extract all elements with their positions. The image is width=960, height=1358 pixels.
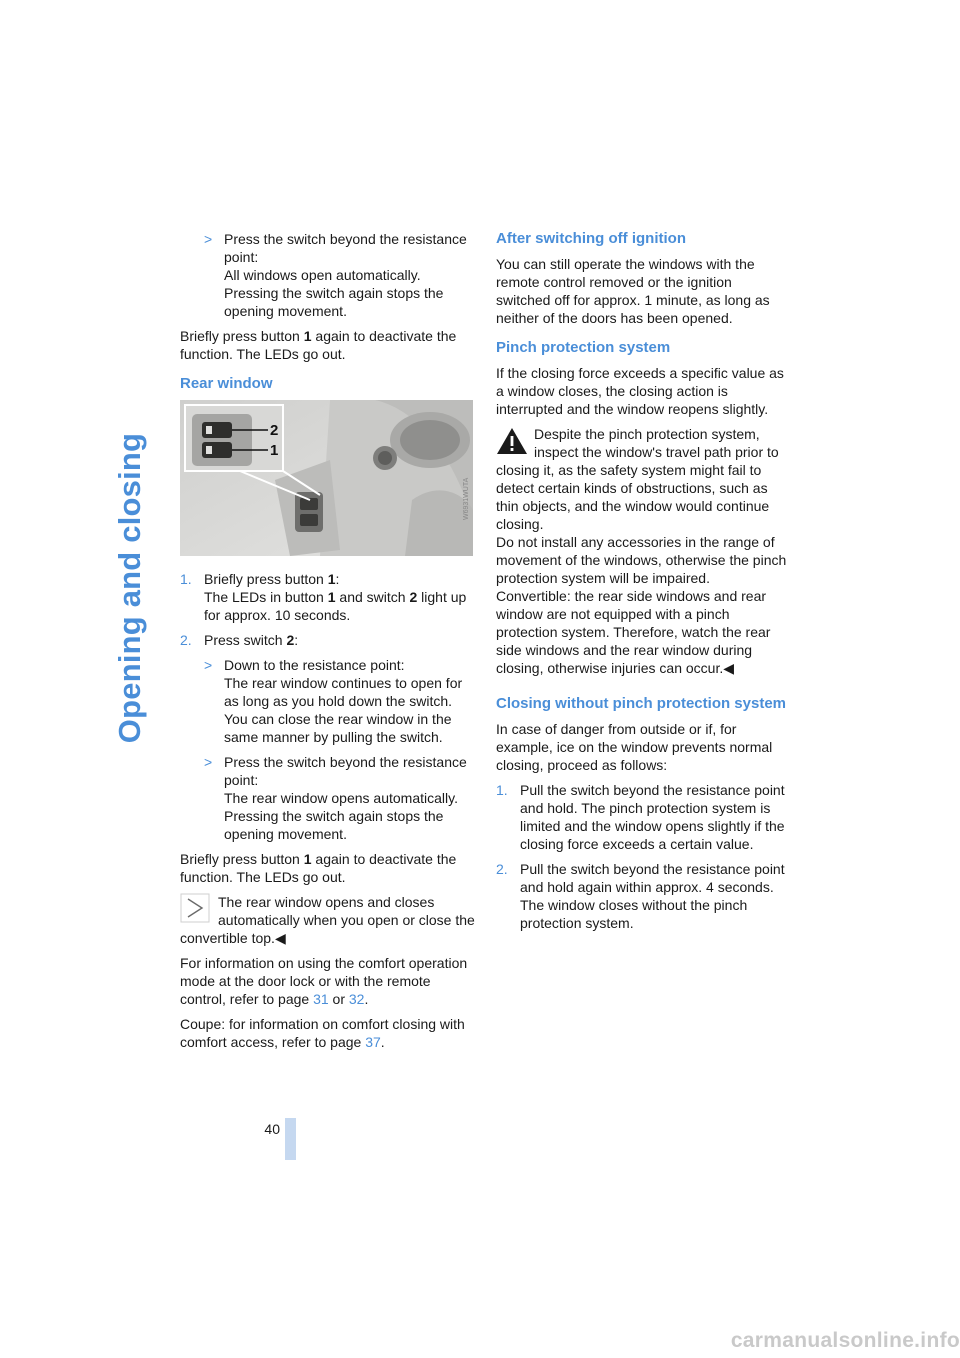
page-number: 40 <box>264 1121 280 1137</box>
list-marker: 1. <box>180 571 192 587</box>
left-column <box>180 230 476 1058</box>
list-marker: 2. <box>496 861 508 877</box>
step-text: Pull the switch beyond the resistance point and hold. The pinch protection system is limited and the window opens slightly if the closing force exceeds a certain value. <box>520 782 785 852</box>
list-marker: > <box>204 231 213 247</box>
warning-text: Despite the pinch protection system, inspect the window's travel path prior to closing it, as the safety system might fail to detect certain kinds of obstructions, such as thin objects, and the window would continue closing. <box>496 426 779 532</box>
page-link-31[interactable]: 31 <box>313 991 329 1007</box>
step-title: Press switch 2: <box>204 632 299 648</box>
paragraph-pinch: If the closing force exceeds a specific value as a window closes, the closing action is interrupted and the window reopens slightly. <box>496 365 784 417</box>
note-text: The rear window opens and closes automatically when you open or close the convertible top. <box>180 894 475 946</box>
list-item <box>180 631 476 843</box>
list-item-title: Press the switch beyond the resistance point: <box>224 231 467 265</box>
note-icon <box>180 893 210 923</box>
heading-pinch-protection: Pinch protection system <box>496 339 671 356</box>
paragraph-after-ignition: You can still operate the windows with the remote control removed or the ignition switched off for approx. 1 minute, as long as neither of the doors has been opened. <box>496 256 770 326</box>
list-item <box>496 781 790 853</box>
list-item <box>204 753 476 843</box>
list-item-title: Down to the resistance point: <box>224 657 405 673</box>
chapter-sidebar-title <box>100 218 160 958</box>
paragraph-without-pinch: In case of danger from outside or if, for example, ice on the window prevents normal closing, proceed as follows: <box>496 721 773 773</box>
heading-closing-without-pinch: Closing without pinch protection system <box>496 695 787 712</box>
page-link-37[interactable]: 37 <box>365 1034 381 1050</box>
list-marker: 2. <box>180 632 192 648</box>
heading-after-ignition: After switching off ignition <box>496 230 686 247</box>
heading-rear-window: Rear window <box>180 375 273 392</box>
paragraph-deactivate: Briefly press button 1 again to deactivate the function. The LEDs go out. <box>180 851 457 885</box>
paragraph-deactivate: Briefly press button 1 again to deactivate the function. The LEDs go out. <box>180 328 457 362</box>
figure-label-1: 1 <box>270 442 279 459</box>
note-block <box>180 893 476 947</box>
list-marker: > <box>204 657 213 673</box>
list-item-text: The rear window continues to open for as long as you hold down the switch. You can close the rear window in the same manner by pulling the switch. <box>224 675 463 745</box>
list-item-text: The rear window opens automatically. Pressing the switch again stops the opening movement. <box>224 790 458 842</box>
paragraph-comfort: For information on using the comfort operation mode at the door lock or with the remote control, refer to page 31 or 32. <box>180 955 468 1007</box>
page-number-bar <box>285 1118 296 1160</box>
step-text: The LEDs in button 1 and switch 2 light up for approx. 10 seconds. <box>204 589 467 623</box>
sub-list <box>204 656 476 843</box>
list-item <box>496 860 790 932</box>
list-item <box>180 570 476 624</box>
chapter-title-text: Opening and closing <box>112 432 147 744</box>
rear-window-switch-figure <box>180 400 473 556</box>
page-link-32[interactable]: 32 <box>348 991 365 1007</box>
list-item-title: Press the switch beyond the resistance point: <box>224 754 467 788</box>
figure-code: W6931WUTA <box>463 477 470 520</box>
step-text: Pull the switch beyond the resistance point and hold again within approx. 4 seconds. The window closes without the pinch protection system. <box>520 861 785 931</box>
end-marker: ◀ <box>723 660 735 676</box>
end-marker: ◀ <box>274 930 286 946</box>
list-item <box>180 230 476 320</box>
warning-block <box>496 425 790 677</box>
figure-label-2: 2 <box>270 422 279 439</box>
list-item <box>204 656 476 746</box>
list-marker: 1. <box>496 782 508 798</box>
step-title: Briefly press button 1: <box>204 571 340 587</box>
right-column <box>496 230 790 939</box>
paragraph-coupe: Coupe: for information on comfort closing with comfort access, refer to page 37. <box>180 1016 465 1050</box>
list-marker: > <box>204 754 213 770</box>
warning-text: Convertible: the rear side windows and rear window are not equipped with a pinch protection system. Therefore, watch the rear side windows and the rear window during closing, otherwise injuries can occur. <box>496 588 771 676</box>
list-item-text: All windows open automatically. Pressing the switch again stops the opening movement. <box>224 267 444 319</box>
warning-icon <box>496 427 528 457</box>
watermark-text: carmanualsonline.info <box>730 1329 960 1352</box>
warning-text: Do not install any accessories in the range of movement of the windows, otherwise the pinch protection system will be impaired. <box>496 534 787 586</box>
